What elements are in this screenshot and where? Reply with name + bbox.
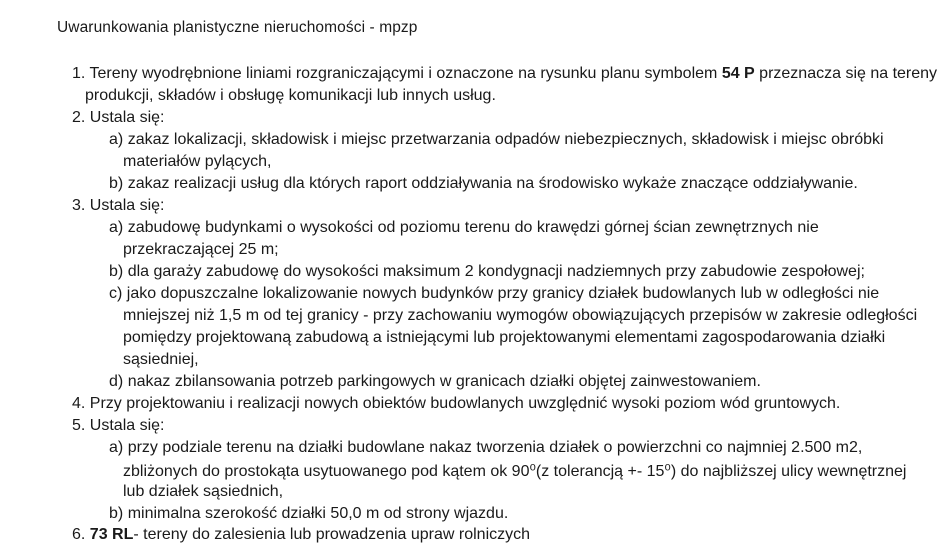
sub-item-2b xyxy=(109,175,858,193)
sub-item-2a xyxy=(109,131,884,149)
sub-letter: c) xyxy=(109,285,123,302)
sub-text: minimalna szerokość działki 50,0 m od strony wjazdu. xyxy=(127,505,509,522)
item-text: - tereny do zalesienia lub prowadzenia upraw rolniczych xyxy=(133,526,531,543)
sub-item-3c xyxy=(109,285,879,303)
sub-text: zbliżonych do prostokąta usytuowanego pod kątem ok 90⁰(z tolerancją +- 15⁰) do najbliższej ulicy wewnętrznej xyxy=(123,463,907,480)
page-title: Uwarunkowania planistyczne nieruchomości - mpzp xyxy=(57,19,418,36)
sub-item-5a xyxy=(109,439,862,457)
list-item-6 xyxy=(72,526,530,544)
list-item-5 xyxy=(72,417,165,435)
sub-text: materiałów pylących, xyxy=(123,153,272,170)
sub-letter: a) xyxy=(109,439,124,456)
sub-item-3a xyxy=(109,219,819,237)
sub-item-5a-cont xyxy=(123,483,283,501)
item-text: przeznacza się na tereny xyxy=(754,65,937,82)
list-item-4 xyxy=(72,395,840,413)
sub-text: zakaz realizacji usług dla których raport oddziaływania na środowisko wykaże znaczące oddziaływanie. xyxy=(127,175,858,192)
sub-text: przekraczającej 25 m; xyxy=(123,241,279,258)
item-text: Ustala się: xyxy=(89,417,165,434)
sub-text: pomiędzy projektowaną zabudową a istniejącymi lub projektowanymi elementami zagospodarowania działki xyxy=(123,329,886,346)
sub-letter: a) xyxy=(109,131,124,148)
sub-letter: d) xyxy=(109,373,124,390)
item-text: produkcji, składów i obsługę komunikacji lub innych usług. xyxy=(85,87,496,104)
item-number: 5. xyxy=(72,417,86,434)
list-item-1 xyxy=(72,65,937,83)
sub-item-2a-cont xyxy=(123,153,272,171)
sub-text: przy podziale terenu na działki budowlane nakaz tworzenia działek o powierzchni co najmniej 2.500 m2, xyxy=(127,439,863,456)
item-text: Ustala się: xyxy=(89,109,165,126)
list-item-1-cont xyxy=(85,87,496,105)
sub-text: sąsiedniej, xyxy=(123,351,199,368)
sub-text: mniejszej niż 1,5 m od tej granicy - przy zachowaniu wymogów obowiązujących przepisów w zakresie odległości xyxy=(123,307,918,324)
item-number: 3. xyxy=(72,197,86,214)
sub-letter: b) xyxy=(109,505,124,522)
sub-letter: b) xyxy=(109,175,124,192)
item-number: 4. xyxy=(72,395,86,412)
sub-item-3c-cont xyxy=(123,307,917,325)
item-number: 2. xyxy=(72,109,86,126)
sub-letter: a) xyxy=(109,219,124,236)
item-text: Tereny wyodrębnione liniami rozgraniczającymi i oznaczone na rysunku planu symbolem xyxy=(89,65,722,82)
sub-item-5b xyxy=(109,505,508,523)
sub-item-3d xyxy=(109,373,761,391)
sub-text: lub działek sąsiednich, xyxy=(123,483,284,500)
symbol-bold: 73 RL xyxy=(89,526,134,543)
item-number: 1. xyxy=(72,65,86,82)
item-number: 6. xyxy=(72,526,86,543)
sub-item-3b xyxy=(109,263,865,281)
sub-item-3c-cont xyxy=(123,351,199,369)
sub-text: nakaz zbilansowania potrzeb parkingowych w granicach działki objętej zainwestowaniem. xyxy=(127,373,761,390)
sub-item-3a-cont xyxy=(123,241,279,259)
sub-text: jako dopuszczalne lokalizowanie nowych budynków przy granicy działek budowlanych lub w odległości nie xyxy=(126,285,880,302)
item-text: Ustala się: xyxy=(89,197,165,214)
list-item-2 xyxy=(72,109,165,127)
symbol-bold: 54 P xyxy=(721,65,755,82)
item-text: Przy projektowaniu i realizacji nowych obiektów budowlanych uwzględnić wysoki poziom wód gruntowych. xyxy=(89,395,841,412)
sub-text: zakaz lokalizacji, składowisk i miejsc przetwarzania odpadów niebezpiecznych, składowisk i miejsc obróbki xyxy=(127,131,884,148)
sub-text: dla garaży zabudowę do wysokości maksimum 2 kondygnacji nadziemnych przy zabudowie zespołowej; xyxy=(127,263,865,280)
sub-text: zabudowę budynkami o wysokości od poziomu terenu do krawędzi górnej ścian zewnętrznych nie xyxy=(127,219,819,236)
sub-item-3c-cont xyxy=(123,329,885,347)
sub-letter: b) xyxy=(109,263,124,280)
list-item-3 xyxy=(72,197,165,215)
sub-item-5a-cont xyxy=(123,461,906,481)
